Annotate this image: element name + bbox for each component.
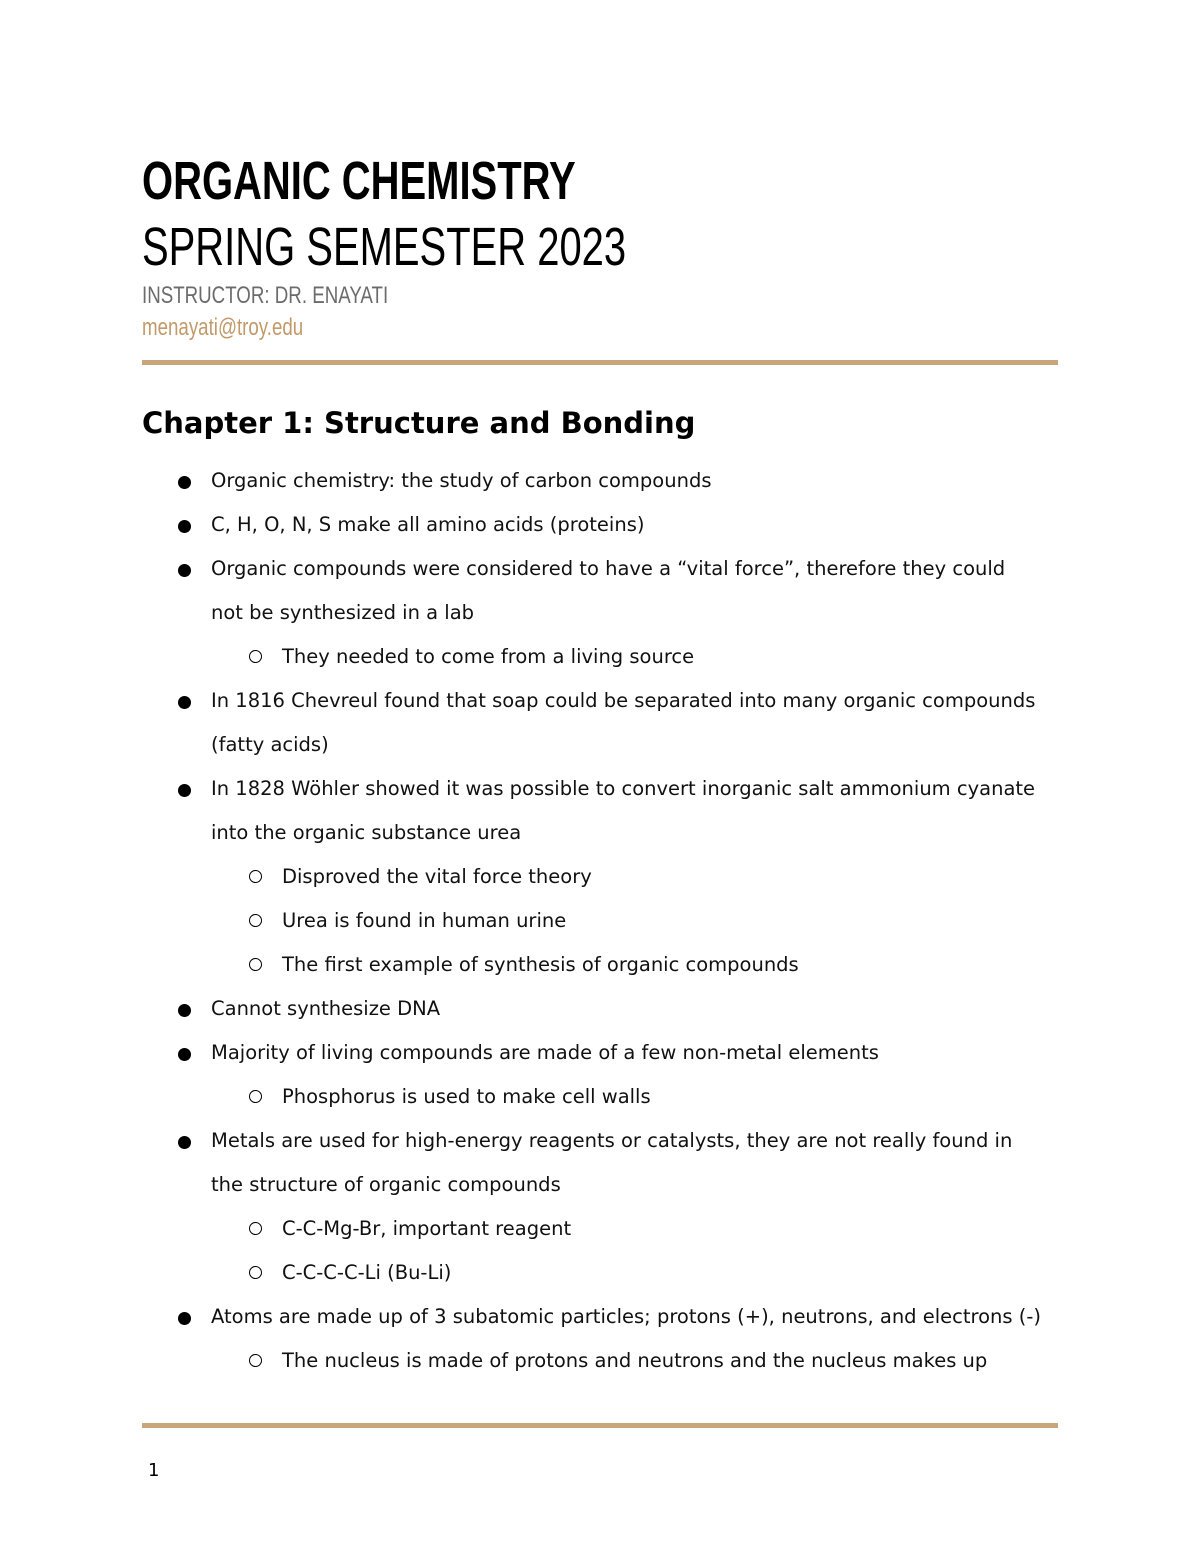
hollow-bullet-icon <box>249 1266 262 1279</box>
bullet-item-continuation <box>0 591 1200 635</box>
sub-bullet-item <box>0 943 1200 987</box>
list-item-text: the structure of organic compounds <box>211 1173 561 1196</box>
header-divider <box>142 360 1058 365</box>
bullet-item <box>0 1031 1200 1075</box>
list-item-text: In 1816 Chevreul found that soap could be separated into many organic compounds <box>211 689 1036 712</box>
filled-bullet-icon <box>178 1312 191 1325</box>
filled-bullet-icon <box>178 1136 191 1149</box>
hollow-bullet-icon <box>249 650 262 663</box>
list-item-text: Phosphorus is used to make cell walls <box>282 1085 651 1108</box>
filled-bullet-icon <box>178 784 191 797</box>
hollow-bullet-icon <box>249 870 262 883</box>
bullet-item <box>0 503 1200 547</box>
bullet-item-continuation <box>0 723 1200 767</box>
sub-bullet-item <box>0 855 1200 899</box>
filled-bullet-icon <box>178 520 191 533</box>
list-item-text: (fatty acids) <box>211 733 329 756</box>
list-item-text: The nucleus is made of protons and neutrons and the nucleus makes up <box>282 1349 988 1372</box>
bullet-item <box>0 459 1200 503</box>
list-item-text: not be synthesized in a lab <box>211 601 475 624</box>
bullet-item-continuation <box>0 1163 1200 1207</box>
list-item-text: C-C-C-C-Li (Bu-Li) <box>282 1261 452 1284</box>
filled-bullet-icon <box>178 1004 191 1017</box>
footer-divider <box>142 1423 1058 1428</box>
hollow-bullet-icon <box>249 914 262 927</box>
course-title: ORGANIC CHEMISTRY <box>142 151 576 211</box>
sub-bullet-item <box>0 1075 1200 1119</box>
sub-bullet-item <box>0 1339 1200 1383</box>
filled-bullet-icon <box>178 1048 191 1061</box>
page-number: 1 <box>148 1460 160 1481</box>
filled-bullet-icon <box>178 564 191 577</box>
list-item-text: C, H, O, N, S make all amino acids (proteins) <box>211 513 645 536</box>
hollow-bullet-icon <box>249 958 262 971</box>
instructor-name: INSTRUCTOR: DR. ENAYATI <box>142 282 389 309</box>
sub-bullet-item <box>0 635 1200 679</box>
sub-bullet-item <box>0 1207 1200 1251</box>
hollow-bullet-icon <box>249 1222 262 1235</box>
bullet-item-continuation <box>0 811 1200 855</box>
sub-bullet-item <box>0 899 1200 943</box>
chapter-heading: Chapter 1: Structure and Bonding <box>142 406 696 440</box>
sub-bullet-item <box>0 1251 1200 1295</box>
list-item-text: They needed to come from a living source <box>282 645 695 668</box>
list-item-text: Majority of living compounds are made of a few non-metal elements <box>211 1041 879 1064</box>
hollow-bullet-icon <box>249 1090 262 1103</box>
bullet-item <box>0 547 1200 591</box>
list-item-text: into the organic substance urea <box>211 821 522 844</box>
list-item-text: Metals are used for high-energy reagents or catalysts, they are not really found in <box>211 1129 1013 1152</box>
semester-title: SPRING SEMESTER 2023 <box>142 217 627 277</box>
filled-bullet-icon <box>178 476 191 489</box>
list-item-text: Urea is found in human urine <box>282 909 567 932</box>
hollow-bullet-icon <box>249 1354 262 1367</box>
list-item-text: Disproved the vital force theory <box>282 865 592 888</box>
list-item-text: Cannot synthesize DNA <box>211 997 441 1020</box>
instructor-email-link[interactable]: menayati@troy.edu <box>142 314 304 341</box>
list-item-text: C-C-Mg-Br, important reagent <box>282 1217 572 1240</box>
list-item-text: In 1828 Wöhler showed it was possible to convert inorganic salt ammonium cyanate <box>211 777 1036 800</box>
filled-bullet-icon <box>178 696 191 709</box>
notes-list <box>0 459 1200 1383</box>
list-item-text: Organic chemistry: the study of carbon compounds <box>211 469 712 492</box>
bullet-item <box>0 767 1200 811</box>
list-item-text: The first example of synthesis of organic compounds <box>282 953 799 976</box>
bullet-item <box>0 987 1200 1031</box>
bullet-item <box>0 1119 1200 1163</box>
list-item-text: Atoms are made up of 3 subatomic particles; protons (+), neutrons, and electrons (-) <box>211 1305 1042 1328</box>
bullet-item <box>0 679 1200 723</box>
list-item-text: Organic compounds were considered to have a “vital force”, therefore they could <box>211 557 1006 580</box>
bullet-item <box>0 1295 1200 1339</box>
